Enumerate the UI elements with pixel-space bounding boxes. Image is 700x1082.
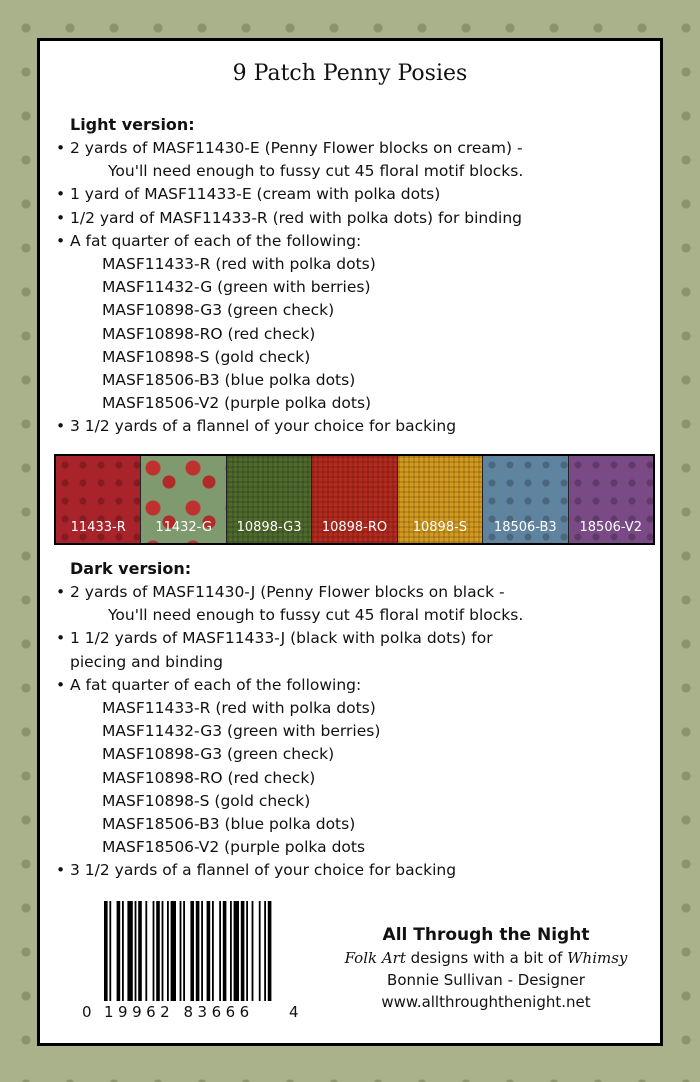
barcode-bar: [171, 901, 176, 1001]
barcode-bars: [84, 901, 318, 1001]
fabric-item: MASF18506-B3 (blue polka dots): [102, 371, 356, 390]
list-item: • 3 1/2 yards of a flannel of your choice for backing: [56, 859, 656, 882]
barcode-bar: [127, 901, 132, 1001]
barcode-bar: [241, 901, 245, 1001]
fabric-swatch: [227, 456, 312, 543]
dark-version-heading: Dark version:: [70, 559, 192, 578]
fabric-swatch: [56, 456, 141, 543]
fabric-item: MASF10898-G3 (green check): [102, 745, 335, 764]
barcode-bar: [104, 901, 108, 1001]
barcode-bar: [135, 901, 137, 1001]
pattern-card: [37, 38, 663, 1046]
fabric-swatch: [569, 456, 653, 543]
fabric-item: MASF18506-B3 (blue polka dots): [102, 815, 356, 834]
swatch-label: 18506-B3: [493, 520, 557, 535]
swatch-label: 10898-RO: [321, 520, 388, 535]
swatch-label: 11433-R: [70, 520, 126, 535]
barcode-bar: [153, 901, 155, 1001]
light-version-list: [56, 137, 656, 439]
list-item: • 1 1/2 yards of MASF11433-J (black with polka dots) for piecing and binding: [56, 627, 656, 673]
fabric-swatch: [141, 456, 226, 543]
barcode: 0 19962 83666 4: [84, 901, 318, 1019]
barcode-bar: [201, 901, 203, 1001]
list-item: • 1/2 yard of MASF11433-R (red with polka dots) for binding: [56, 207, 656, 230]
barcode-bar: [156, 901, 160, 1001]
designer-info: [340, 925, 632, 1011]
fabric-item: MASF10898-S (gold check): [102, 347, 311, 366]
fabric-item: MASF10898-G3 (green check): [102, 301, 335, 320]
fabric-item: MASF11432-G (green with berries): [102, 278, 371, 297]
barcode-bar: [117, 901, 121, 1001]
barcode-bar: [212, 901, 214, 1001]
swatch-label: 11432-G: [155, 520, 212, 535]
swatch-label: 10898-S: [412, 520, 468, 535]
barcode-bar: [268, 901, 272, 1001]
fabric-swatch: [483, 456, 568, 543]
fabric-item: MASF11433-R (red with polka dots): [102, 255, 376, 274]
fabric-item: MASF10898-RO (red check): [102, 324, 316, 343]
fabric-swatch: [312, 456, 397, 543]
barcode-bar: [180, 901, 182, 1001]
barcode-bar: [264, 901, 266, 1001]
barcode-bar: [246, 901, 248, 1001]
list-item: • 1 yard of MASF11433-E (cream with polka dots): [56, 183, 656, 206]
swatch-label: 10898-G3: [236, 520, 302, 535]
list-item: • A fat quarter of each of the following:: [56, 674, 656, 697]
page-title: 9 Patch Penny Posies: [232, 61, 468, 86]
barcode-bar: [167, 901, 169, 1001]
barcode-bar: [122, 901, 124, 1001]
barcode-bar: [196, 901, 200, 1001]
fabric-swatch-strip: [54, 454, 655, 545]
fabric-swatch: [398, 456, 483, 543]
barcode-bar: [230, 901, 232, 1001]
barcode-bar: [223, 901, 227, 1001]
barcode-bar: [190, 901, 194, 1001]
list-item: • 2 yards of MASF11430-E (Penny Flower blocks on cream) - You'll need enough to fussy cut 45 floral motif blocks.: [56, 137, 656, 183]
barcode-bar: [183, 901, 185, 1001]
barcode-bar: [162, 901, 164, 1001]
barcode-bar: [145, 901, 147, 1001]
website-url: www.allthroughthenight.net: [381, 993, 591, 1011]
fabric-item: MASF10898-S (gold check): [102, 791, 311, 810]
fabric-item: MASF10898-RO (red check): [102, 768, 316, 787]
fabric-item: MASF18506-V2 (purple polka dots): [102, 394, 372, 413]
fabric-item: MASF11432-G3 (green with berries): [102, 722, 381, 741]
list-item: • 2 yards of MASF11430-J (Penny Flower blocks on black - You'll need enough to fussy cut 45 floral motif blocks.: [56, 581, 656, 627]
barcode-bar: [109, 901, 111, 1001]
list-item: • 3 1/2 yards of a flannel of your choice for backing: [56, 415, 656, 438]
designer-name: Bonnie Sullivan - Designer: [387, 971, 585, 989]
barcode-bar: [234, 901, 239, 1001]
barcode-bar: [219, 901, 221, 1001]
light-version-heading: Light version:: [70, 115, 195, 134]
fabric-item: MASF18506-V2 (purple polka dots: [102, 838, 366, 857]
barcode-bar: [138, 901, 142, 1001]
barcode-bar: [259, 901, 261, 1001]
dark-version-list: [56, 581, 656, 883]
barcode-bar: [207, 901, 211, 1001]
barcode-bar: [252, 901, 254, 1001]
fabric-item: MASF11433-R (red with polka dots): [102, 699, 376, 718]
brand-tagline: Folk Art designs with a bit of Whimsy: [344, 949, 628, 967]
brand-name: All Through the Night: [382, 925, 590, 945]
list-item: • A fat quarter of each of the following:: [56, 230, 656, 253]
swatch-label: 18506-V2: [579, 520, 642, 535]
